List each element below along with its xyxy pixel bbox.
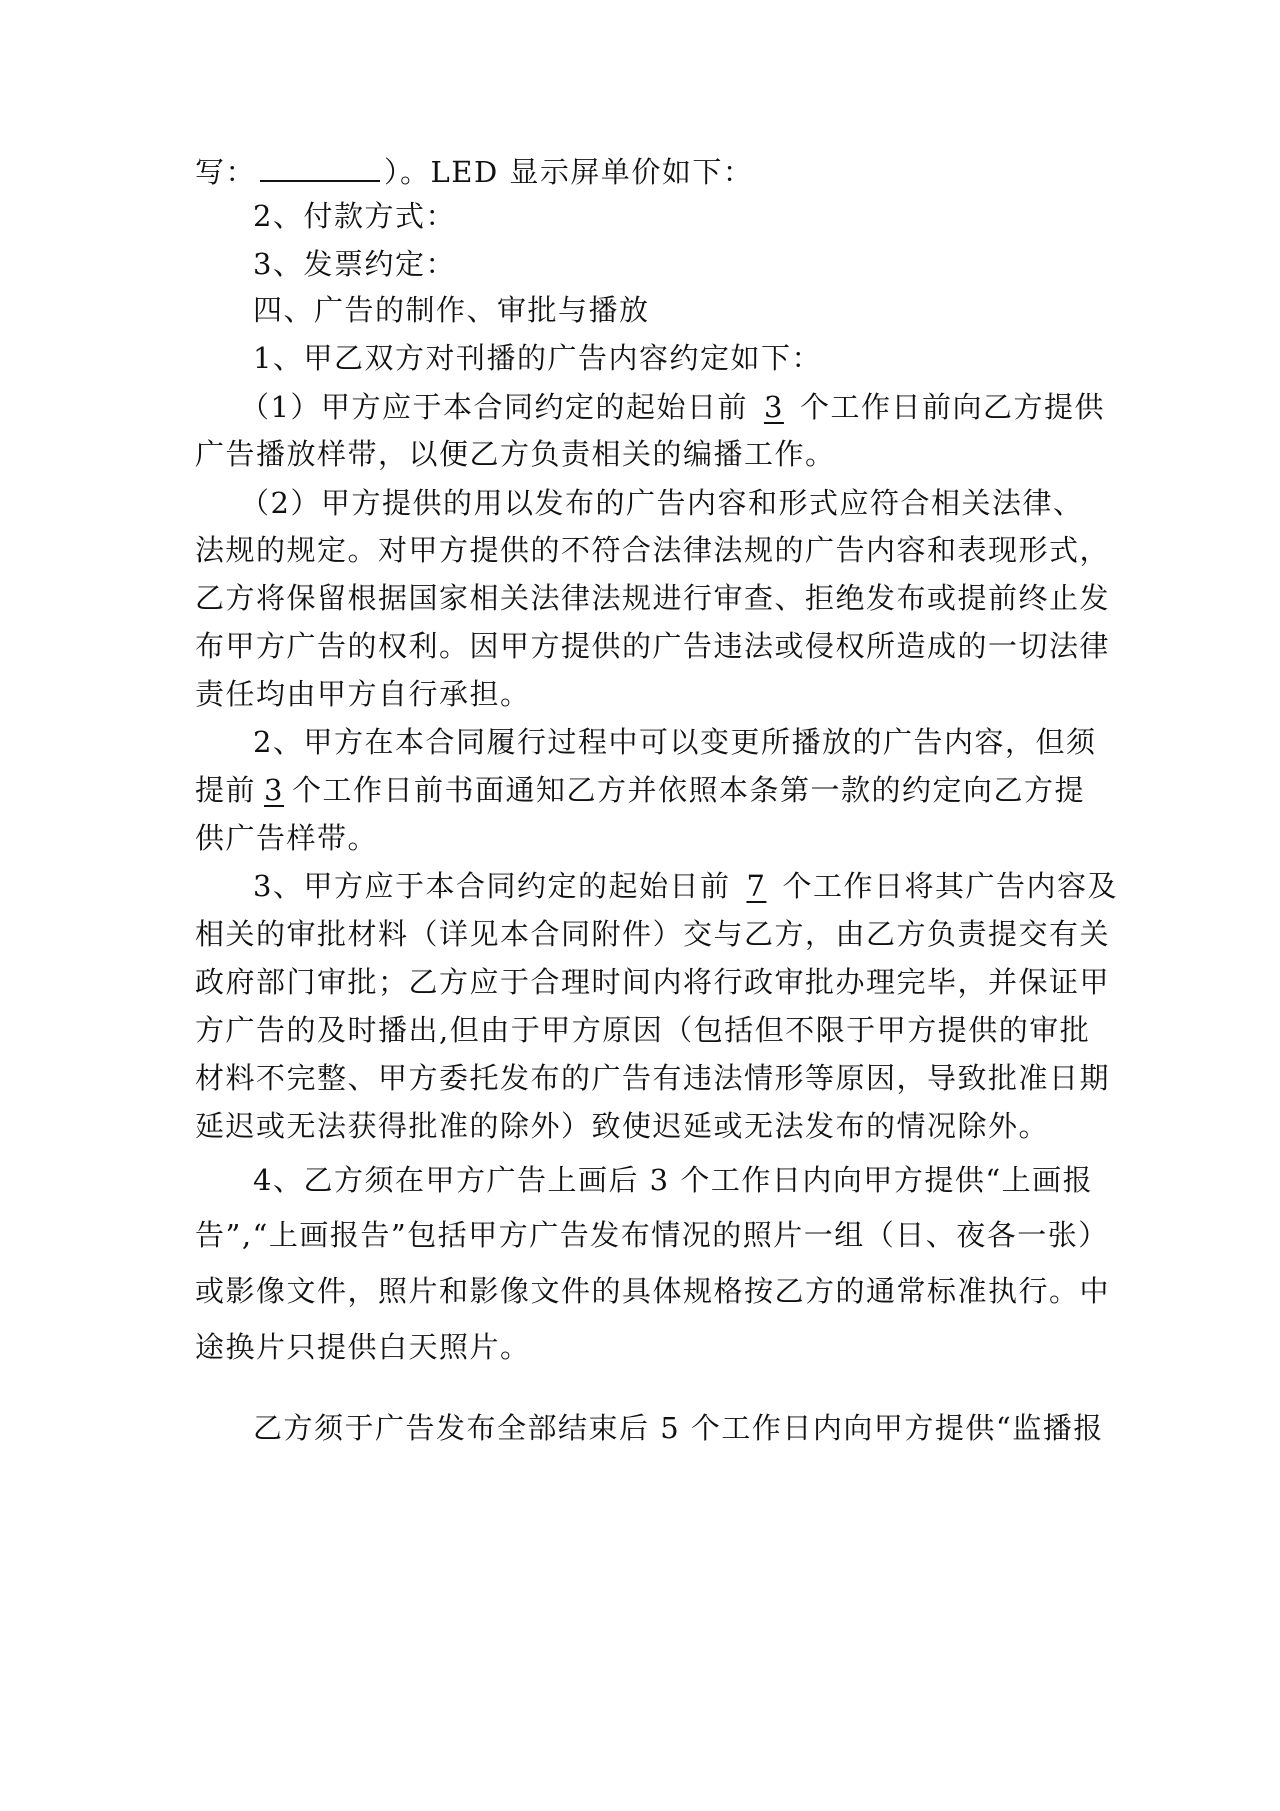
text-line: 2、付款方式： <box>253 199 456 233</box>
underlined-value: 7 <box>746 869 767 903</box>
text-line: 4、乙方须在甲方广告上画后 3 个工作日内向甲方提供“上画报 <box>253 1163 1094 1197</box>
text-line <box>253 866 1153 906</box>
text-line: 方广告的及时播出,但由于甲方原因（包括但不限于甲方提供的审批 <box>195 1013 1091 1047</box>
text-line <box>195 152 1095 192</box>
text-segment: 写： <box>195 155 257 189</box>
text-line: 广告播放样带，以便乙方负责相关的编播工作。 <box>195 437 836 471</box>
underlined-value: 3 <box>264 773 284 807</box>
text-line: 3、发票约定： <box>253 247 456 281</box>
text-segment: （1）甲方应于本合同约定的起始日前 <box>240 390 748 424</box>
text-line: 责任均由甲方自行承担。 <box>195 677 531 711</box>
text-line: 乙方须于广告发布全部结束后 5 个工作日内向甲方提供“监播报 <box>253 1411 1104 1445</box>
text-segment: ）。LED 显示屏单价如下： <box>384 155 754 189</box>
underlined-value: 3 <box>763 390 784 424</box>
blank-fill-line <box>260 154 380 182</box>
text-line: 或影像文件，照片和影像文件的具体规格按乙方的通常标准执行。中 <box>195 1274 1111 1308</box>
text-line: （2）甲方提供的用以发布的广告内容和形式应符合相关法律、 <box>240 486 1084 520</box>
text-line: 2、甲方在本合同履行过程中可以变更所播放的广告内容，但须 <box>253 725 1097 759</box>
text-segment: 个工作日前书面通知乙方并依照本条第一款的约定向乙方提 <box>292 773 1086 807</box>
text-segment: 提前 <box>195 773 257 807</box>
text-segment: 个工作日前向乙方提供 <box>799 390 1105 424</box>
text-line: 途换片只提供白天照片。 <box>195 1330 531 1364</box>
text-line: 相关的审批材料（详见本合同附件）交与乙方，由乙方负责提交有关 <box>195 917 1111 951</box>
text-line: 乙方将保留根据国家相关法律法规进行审查、拒绝发布或提前终止发 <box>195 581 1111 615</box>
text-line: 政府部门审批；乙方应于合理时间内将行政审批办理完毕，并保证甲 <box>195 965 1111 999</box>
text-line: 布甲方广告的权利。因甲方提供的广告违法或侵权所造成的一切法律 <box>195 629 1111 663</box>
text-line <box>195 770 1095 810</box>
text-line: 1、甲乙双方对刊播的广告内容约定如下： <box>253 341 822 375</box>
text-line: 材料不完整、甲方委托发布的广告有违法情形等原因，导致批准日期 <box>195 1061 1111 1095</box>
section-heading: 四、广告的制作、审批与播放 <box>253 293 650 327</box>
text-line: 供广告样带。 <box>195 821 379 855</box>
text-segment: 3、甲方应于本合同约定的起始日前 <box>253 869 731 903</box>
text-line <box>240 387 1140 427</box>
text-segment: 个工作日将其广告内容及 <box>782 869 1118 903</box>
text-line: 告”,“上画报告”包括甲方广告发布情况的照片一组（日、夜各一张） <box>195 1218 1109 1252</box>
text-line: 延迟或无法获得批准的除外）致使迟延或无法发布的情况除外。 <box>195 1109 1050 1143</box>
text-line: 法规的规定。对甲方提供的不符合法律法规的广告内容和表现形式， <box>195 533 1111 567</box>
